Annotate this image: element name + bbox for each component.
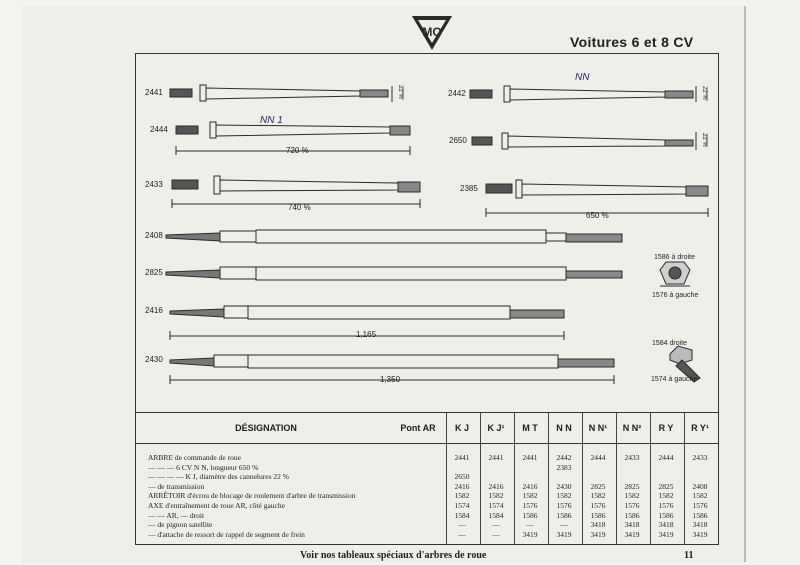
- label-2430: 2430: [145, 355, 163, 364]
- table-cell: 1586: [556, 510, 572, 520]
- part-1586-label: 1586 à droite: [654, 254, 695, 261]
- table-cell: —: [492, 529, 500, 539]
- table-header: [136, 413, 718, 444]
- table-cell: 1582: [522, 491, 538, 501]
- table-cell: 2408: [692, 481, 708, 491]
- label-2433: 2433: [145, 180, 163, 189]
- label-2825: 2825: [145, 268, 163, 277]
- row-designation: ARRÊTOIR d'écrou de blocage de roulement d'arbre de transmission: [148, 491, 356, 501]
- table-cell: 1586: [658, 510, 674, 520]
- table-cell: 1586: [624, 510, 640, 520]
- table-cell: 1576: [658, 501, 674, 510]
- parts-table: [135, 413, 719, 545]
- table-row: [136, 472, 718, 481]
- table-cell: 1576: [624, 501, 640, 510]
- designation-header: DÉSIGNATION: [235, 423, 297, 433]
- table-cell: 1582: [624, 491, 640, 501]
- table-cell: 2441: [522, 453, 538, 462]
- table-row: [136, 463, 718, 472]
- dimension-1165: 1,165: [356, 330, 377, 339]
- row-designation: — d'attache de ressort de rappel de segment de frein: [148, 529, 305, 539]
- table-cell: —: [458, 529, 466, 539]
- table-cell: 2444: [590, 453, 606, 462]
- table-cell: 2416: [488, 481, 504, 491]
- row-designation: ARBRE de commande de roue: [148, 453, 241, 462]
- table-cell: 1574: [488, 501, 504, 510]
- pont-header: Pont AR: [400, 423, 436, 433]
- table-cell: 1582: [658, 491, 674, 501]
- column-header: M T: [522, 423, 538, 433]
- table-cell: 3419: [590, 529, 606, 539]
- dimension-1350: 1,350: [380, 375, 401, 384]
- dimension-22-c: 22 %: [700, 133, 707, 147]
- label-2442: 2442: [448, 89, 466, 98]
- table-cell: 3419: [692, 529, 708, 539]
- table-cell: 3419: [624, 529, 640, 539]
- table-cell: 3418: [692, 520, 708, 530]
- table-cell: 1576: [556, 501, 572, 510]
- table-cell: 2416: [454, 481, 470, 491]
- nut-1586-drawing: [660, 262, 690, 286]
- table-cell: 1576: [590, 501, 606, 510]
- shaft-2408-drawing: [166, 230, 622, 243]
- table-cell: 2433: [624, 453, 640, 462]
- table-cell: 1584: [454, 510, 470, 520]
- column-header: R Y: [658, 423, 674, 433]
- column-header: K J¹: [487, 423, 505, 433]
- table-cell: 3419: [556, 529, 572, 539]
- page-title: Voitures 6 et 8 CV: [570, 34, 694, 50]
- table-cell: —: [526, 520, 534, 530]
- dimension-720: 720 %: [286, 146, 309, 155]
- table-cell: 3419: [658, 529, 674, 539]
- shaft-2441-drawing: [170, 85, 392, 102]
- table-cell: —: [492, 520, 500, 530]
- table-cell: 1582: [556, 491, 572, 501]
- table-cell: 2825: [624, 481, 640, 491]
- table-cell: 3418: [624, 520, 640, 530]
- handwritten-nn1: NN 1: [260, 115, 283, 126]
- table-cell: —: [458, 520, 466, 530]
- handwritten-nn: NN: [575, 72, 590, 83]
- label-2385: 2385: [460, 184, 478, 193]
- table-cell: 2416: [522, 481, 538, 491]
- part-1574-label: 1574 à gauche: [651, 376, 698, 383]
- table-cell: 2441: [488, 453, 504, 462]
- page-number: 11: [684, 550, 694, 561]
- shaft-2442-drawing: [470, 86, 696, 102]
- table-cell: 1574: [454, 501, 470, 510]
- row-designation: — — — 6 CV N N, longueur 650 %: [148, 462, 259, 472]
- table-row: [136, 530, 718, 539]
- table-cell: 2825: [590, 481, 606, 491]
- row-designation: — — AR, — droit: [148, 510, 205, 520]
- table-cell: 1584: [488, 510, 504, 520]
- table-row: [136, 491, 718, 500]
- table-cell: 1586: [590, 510, 606, 520]
- dimension-740: 740 %: [288, 203, 311, 212]
- column-header: K J: [454, 423, 469, 433]
- label-2444: 2444: [150, 125, 168, 134]
- table-cell: 2650: [454, 472, 470, 482]
- row-designation: — — — — K J, diamètre des cannelures 22 %: [148, 472, 290, 482]
- part-1576-label: 1576 à gauche: [652, 292, 699, 299]
- table-cell: —: [560, 520, 568, 530]
- label-2441: 2441: [145, 88, 163, 97]
- label-2416: 2416: [145, 306, 163, 315]
- dimension-650: 650 %: [586, 211, 609, 220]
- table-cell: 1586: [522, 510, 538, 520]
- table-row: [136, 482, 718, 491]
- part-1584-label: 1584 droite: [652, 340, 688, 347]
- table-cell: 3418: [590, 520, 606, 530]
- shaft-2650-drawing: [472, 132, 696, 150]
- column-header: R Y¹: [691, 423, 709, 433]
- row-designation: — de pignon satellite: [148, 520, 213, 530]
- label-2650: 2650: [449, 136, 467, 145]
- table-cell: 1576: [692, 501, 708, 510]
- table-cell: 2383: [556, 462, 572, 472]
- table-cell: 2442: [556, 453, 572, 462]
- row-designation: — de transmission: [148, 481, 205, 491]
- table-cell: 1582: [692, 491, 708, 501]
- table-row: [136, 511, 718, 520]
- table-cell: 2441: [454, 453, 470, 462]
- logo-text: MO: [422, 25, 442, 39]
- table-cell: 1586: [692, 510, 708, 520]
- row-designation: AXE d'entraînement de roue AR, côté gauche: [148, 501, 285, 510]
- column-header: N N¹: [588, 423, 608, 433]
- table-cell: 2433: [692, 453, 708, 462]
- shaft-2825-drawing: [166, 267, 622, 280]
- dimension-22-a: 22 %: [396, 85, 403, 99]
- table-cell: 1582: [454, 491, 470, 501]
- column-header: N N²: [622, 423, 642, 433]
- table-row: [136, 501, 718, 510]
- table-cell: 1576: [522, 501, 538, 510]
- table-cell: 2430: [556, 481, 572, 491]
- table-cell: 3418: [658, 520, 674, 530]
- table-row: [136, 520, 718, 529]
- table-cell: 2825: [658, 481, 674, 491]
- table-cell: 2444: [658, 453, 674, 462]
- table-cell: 1582: [488, 491, 504, 501]
- footer-note: Voir nos tableaux spéciaux d'arbres de roue: [300, 550, 487, 561]
- column-header: N N: [556, 423, 572, 433]
- dimension-22-b: 22 %: [700, 86, 707, 100]
- table-cell: 1582: [590, 491, 606, 501]
- table-row: [136, 453, 718, 462]
- table-cell: 3419: [522, 529, 538, 539]
- label-2408: 2408: [145, 231, 163, 240]
